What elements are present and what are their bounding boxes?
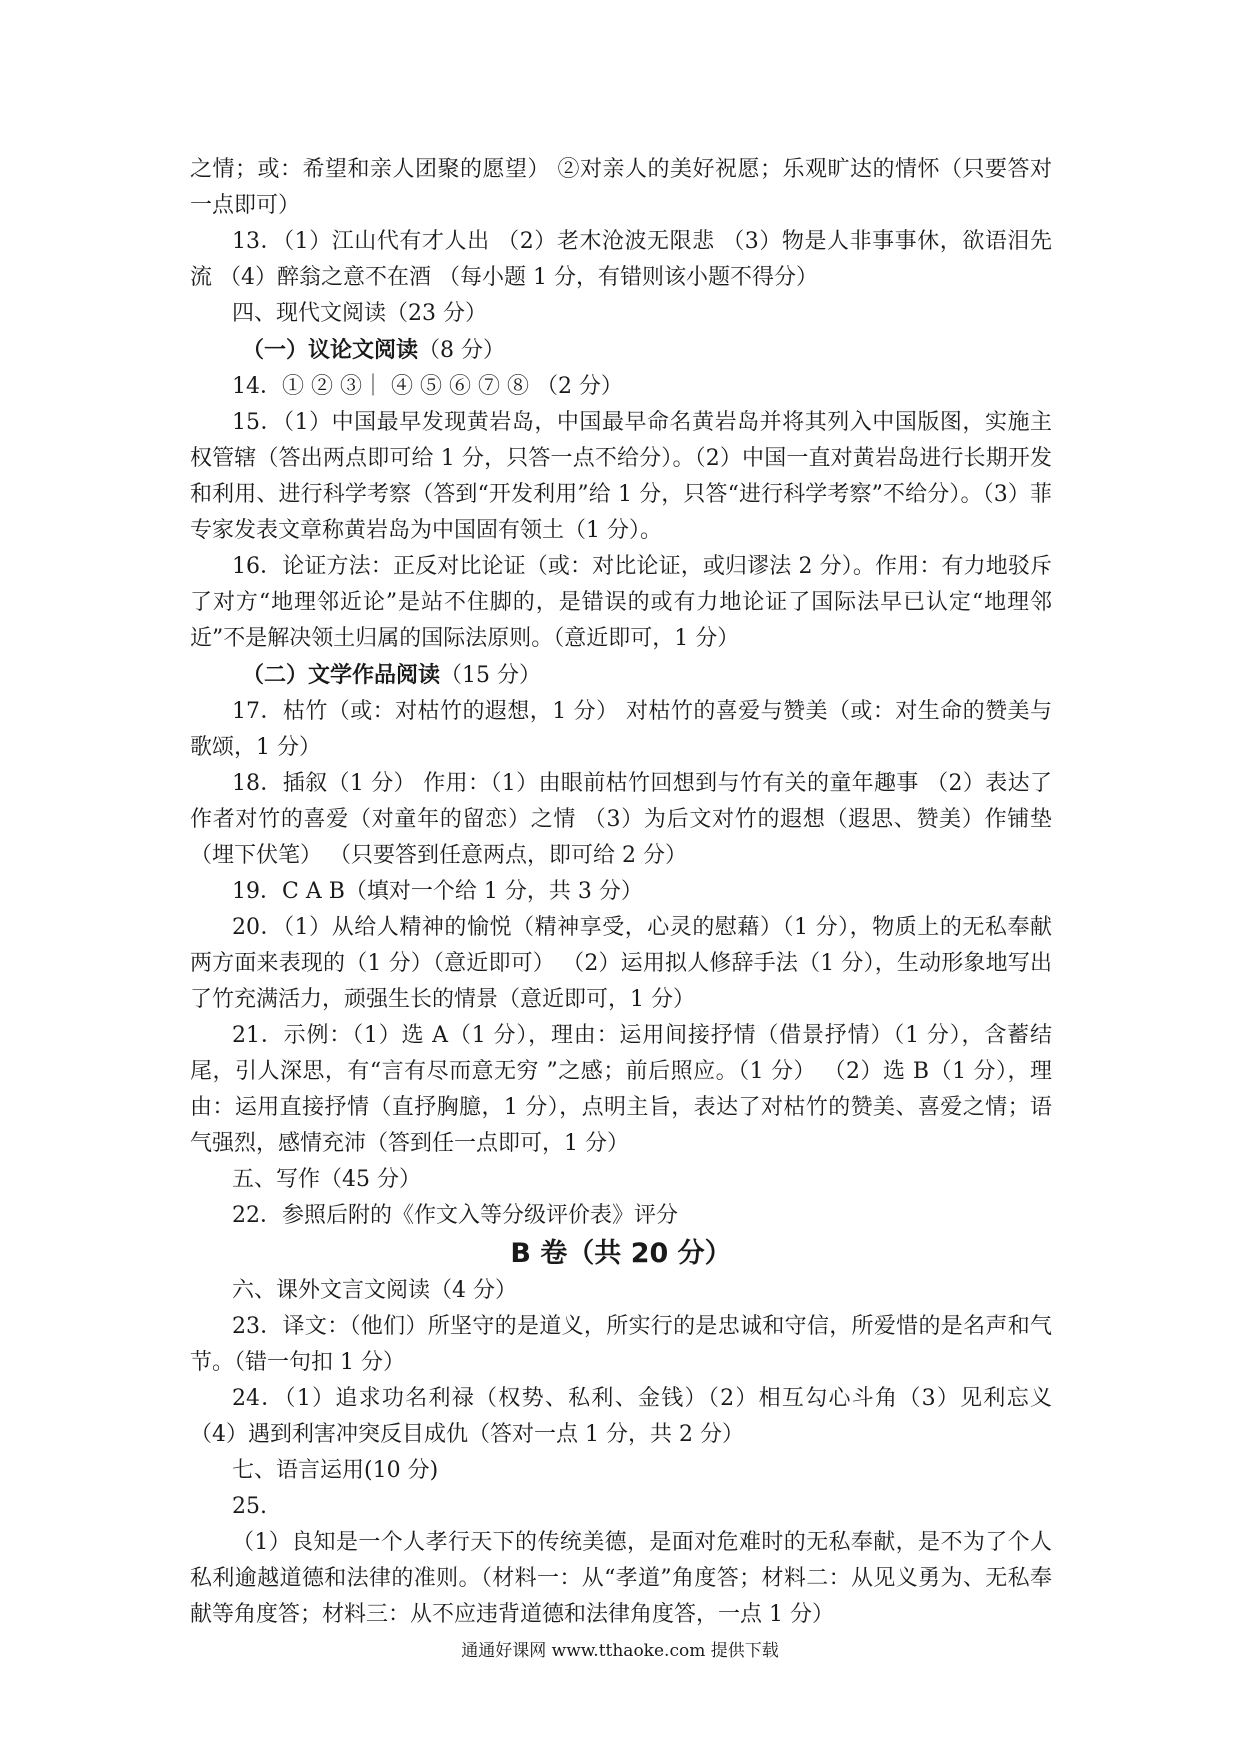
- answer-q16: 16．论证方法：正反对比论证（或：对比论证，或归谬法 2 分）。作用：有力地驳斥了对方“地理邻近论”是站不住脚的，是错误的或有力地论证了国际法早已认定“地理邻近”不是解决领土归属的国际法原则。（意近即可，1 分）: [190, 554, 1052, 651]
- answer-content: [190, 152, 1052, 1633]
- subsection-title: （一）议论文阅读: [242, 337, 419, 363]
- answer-q15: 15．（1）中国最早发现黄岩岛，中国最早命名黄岩岛并将其列入中国版图，实施主权管辖（答出两点即可给 1 分，只答一点不给分）。（2）中国一直对黄岩岛进行长期开发和利用、进行科学考察（答到“开发利用”给 1 分，只答“进行科学考察”不给分）。（3）菲专家发表文章称黄岩岛为中国固有领土（1 分）。: [190, 410, 1052, 543]
- section-heading-writing: 五、写作（45 分）: [232, 1167, 421, 1192]
- subsection-title: （二）文学作品阅读: [242, 662, 441, 688]
- section-heading-language-use: 七、语言运用(10 分): [232, 1458, 439, 1483]
- answer-q17: 17．枯竹（或：对枯竹的遐想，1 分） 对枯竹的喜爱与赞美（或：对生命的赞美与歌颂，1 分）: [190, 699, 1052, 760]
- section-heading-modern-reading: 四、现代文阅读（23 分）: [232, 301, 487, 326]
- answer-q20: 20．（1）从给人精神的愉悦（精神享受，心灵的慰藉）（1 分），物质上的无私奉献两方面来表现的（1 分）（意近即可） （2）运用拟人修辞手法（1 分），生动形象地写出了竹充满活力，顽强生长的情景（意近即可，1 分）: [190, 915, 1052, 1012]
- part-b-title: B 卷（共 20 分）: [510, 1238, 732, 1269]
- answer-q13: 13．（1）江山代有才人出 （2）老木沧波无限悲 （3）物是人非事事休，欲语泪先流 （4）醉翁之意不在酒 （每小题 1 分，有错则该小题不得分）: [190, 229, 1052, 290]
- answer-q25: 25.: [232, 1494, 267, 1519]
- section-heading-classical-reading: 六、课外文言文阅读（4 分）: [232, 1278, 517, 1303]
- answer-q21: 21．示例：（1）选 A（1 分），理由：运用间接抒情（借景抒情）（1 分），含蓄结尾，引人深思，有“言有尽而意无穷 ”之感；前后照应。（1 分） （2）选 B（1 分），理由：运用直接抒情（直抒胸臆，1 分），点明主旨，表达了对枯竹的赞美、喜爱之情；语气强烈，感情充沛（答到任一点即可，1 分）: [190, 1023, 1052, 1156]
- subsection-heading-literary: [190, 657, 1052, 694]
- answer-q23: 23．译文：（他们）所坚守的是道义，所实行的是忠诚和守信，所爱惜的是名声和气节。（错一句扣 1 分）: [190, 1314, 1052, 1375]
- answer-q22: 22．参照后附的《作文入等分级评价表》评分: [232, 1203, 678, 1228]
- answer-q25-part1: （1）良知是一个人孝行天下的传统美德，是面对危难时的无私奉献，是不为了个人私利逾越道德和法律的准则。（材料一：从“孝道”角度答；材料二：从见义勇为、无私奉献等角度答；材料三：从不应违背道德和法律角度答，一点 1 分）: [190, 1530, 1052, 1627]
- subsection-points: （8 分）: [418, 338, 506, 363]
- answer-q14: 14．① ② ③｜ ④ ⑤ ⑥ ⑦ ⑧ （2 分）: [232, 374, 623, 399]
- subsection-points: （15 分）: [440, 663, 542, 688]
- answer-q19: 19．C A B（填对一个给 1 分，共 3 分）: [232, 879, 643, 904]
- answer-q24: 24．（1）追求功名利禄（权势、私利、金钱）（2）相互勾心斗角（3）见利忘义（4）遇到利害冲突反目成仇（答对一点 1 分，共 2 分）: [190, 1386, 1052, 1447]
- answer-q12-continued: 之情；或：希望和亲人团聚的愿望） ②对亲人的美好祝愿；乐观旷达的情怀（只要答对一点即可）: [190, 157, 1052, 218]
- page-footer: 通通好课网 www.tthaoke.com 提供下载: [461, 1641, 779, 1661]
- subsection-heading-argumentative: [190, 332, 1052, 369]
- answer-q18: 18．插叙（1 分） 作用：（1）由眼前枯竹回想到与竹有关的童年趣事 （2）表达了作者对竹的喜爱（对童年的留恋）之情 （3）为后文对竹的遐想（遐思、赞美）作铺垫（埋下伏笔） （只要答到任意两点，即可给 2 分）: [190, 771, 1052, 868]
